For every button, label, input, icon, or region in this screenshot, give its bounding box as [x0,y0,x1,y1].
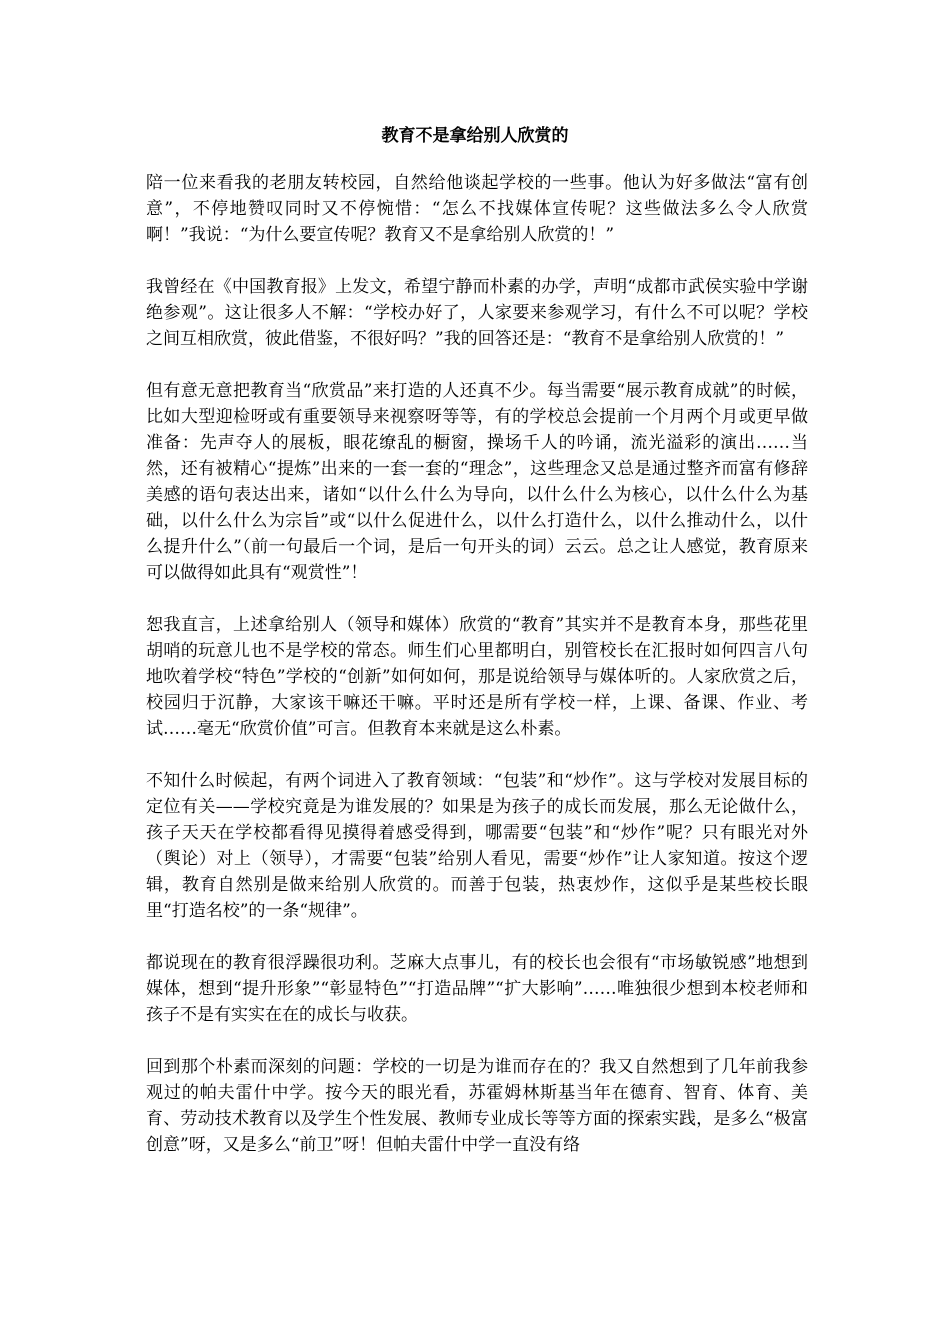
document-body [146,170,808,1184]
document-title: 教育不是拿给别人欣赏的 [381,126,569,146]
paragraph: 但有意无意把教育当“欣赏品”来打造的人还真不少。每当需要“展示教育成就”的时候，比如大型迎检呀或有重要领导来视察呀等等，有的学校总会提前一个月两个月或更早做准备：先声夺人的展板，眼花缭乱的橱窗，操场千人的吟诵，流光溢彩的演出……当然，还有被精心“提炼”出来的一套一套的“理念”，这些理念又总是通过整齐而富有修辞美感的语句表达出来，诸如“以什么什么为导向，以什么什么为核心，以什么什么为基础，以什么什么为宗旨”或“以什么促进什么，以什么打造什么，以什么推动什么，以什么提升什么”（前一句最后一个词，是后一句开头的词）云云。总之让人感觉，教育原来可以做得如此具有“观赏性”！ [146,381,808,583]
paragraph: 陪一位来看我的老朋友转校园，自然给他谈起学校的一些事。他认为好多做法“富有创意”，不停地赞叹同时又不停惋惜：“怎么不找媒体宣传呢？这些做法多么令人欣赏啊！”我说：“为什么要宣传呢？教育又不是拿给别人欣赏的！” [146,173,808,245]
paragraph: 不知什么时候起，有两个词进入了教育领域：“包装”和“炒作”。这与学校对发展目标的定位有关——学校究竟是为谁发展的？如果是为孩子的成长而发展，那么无论做什么，孩子天天在学校都看得见摸得着感受得到，哪需要“包装”和“炒作”呢？只有眼光对外（舆论）对上（领导），才需要“包装”给别人看见，需要“炒作”让人家知道。按这个逻辑，教育自然别是做来给别人欣赏的。而善于包装，热衷炒作，这似乎是某些校长眼里“打造名校”的一条“规律”。 [146,771,808,921]
paragraph: 我曾经在《中国教育报》上发文，希望宁静而朴素的办学，声明“成都市武侯实验中学谢绝参观”。这让很多人不解：“学校办好了，人家要来参观学习，有什么不可以呢？学校之间互相欣赏，彼此借鉴，不很好吗？”我的回答还是：“教育不是拿给别人欣赏的！” [146,277,808,349]
paragraph: 恕我直言，上述拿给别人（领导和媒体）欣赏的“教育”其实并不是教育本身，那些花里胡哨的玩意儿也不是学校的常态。师生们心里都明白，别管校长在汇报时如何四言八句地吹着学校“特色”学校的“创新”如何如何，那是说给领导与媒体听的。人家欣赏之后，校园归于沉静，大家该干嘛还干嘛。平时还是所有学校一样，上课、备课、作业、考试……毫无“欣赏价值”可言。但教育本来就是这么朴素。 [146,615,808,739]
paragraph: 回到那个朴素而深刻的问题：学校的一切是为谁而存在的？我又自然想到了几年前我参观过的帕夫雷什中学。按今天的眼光看，苏霍姆林斯基当年在德育、智育、体育、美育、劳动技术教育以及学生个性发展、教师专业成长等等方面的探索实践，是多么“极富创意”呀，又是多么“前卫”呀！但帕夫雷什中学一直没有络 [146,1057,808,1155]
paragraph: 都说现在的教育很浮躁很功利。芝麻大点事儿，有的校长也会很有“市场敏锐感”地想到媒体，想到“提升形象”“彰显特色”“打造品牌”“扩大影响”……唯独很少想到本校老师和孩子不是有实实在在的成长与收获。 [146,953,808,1025]
